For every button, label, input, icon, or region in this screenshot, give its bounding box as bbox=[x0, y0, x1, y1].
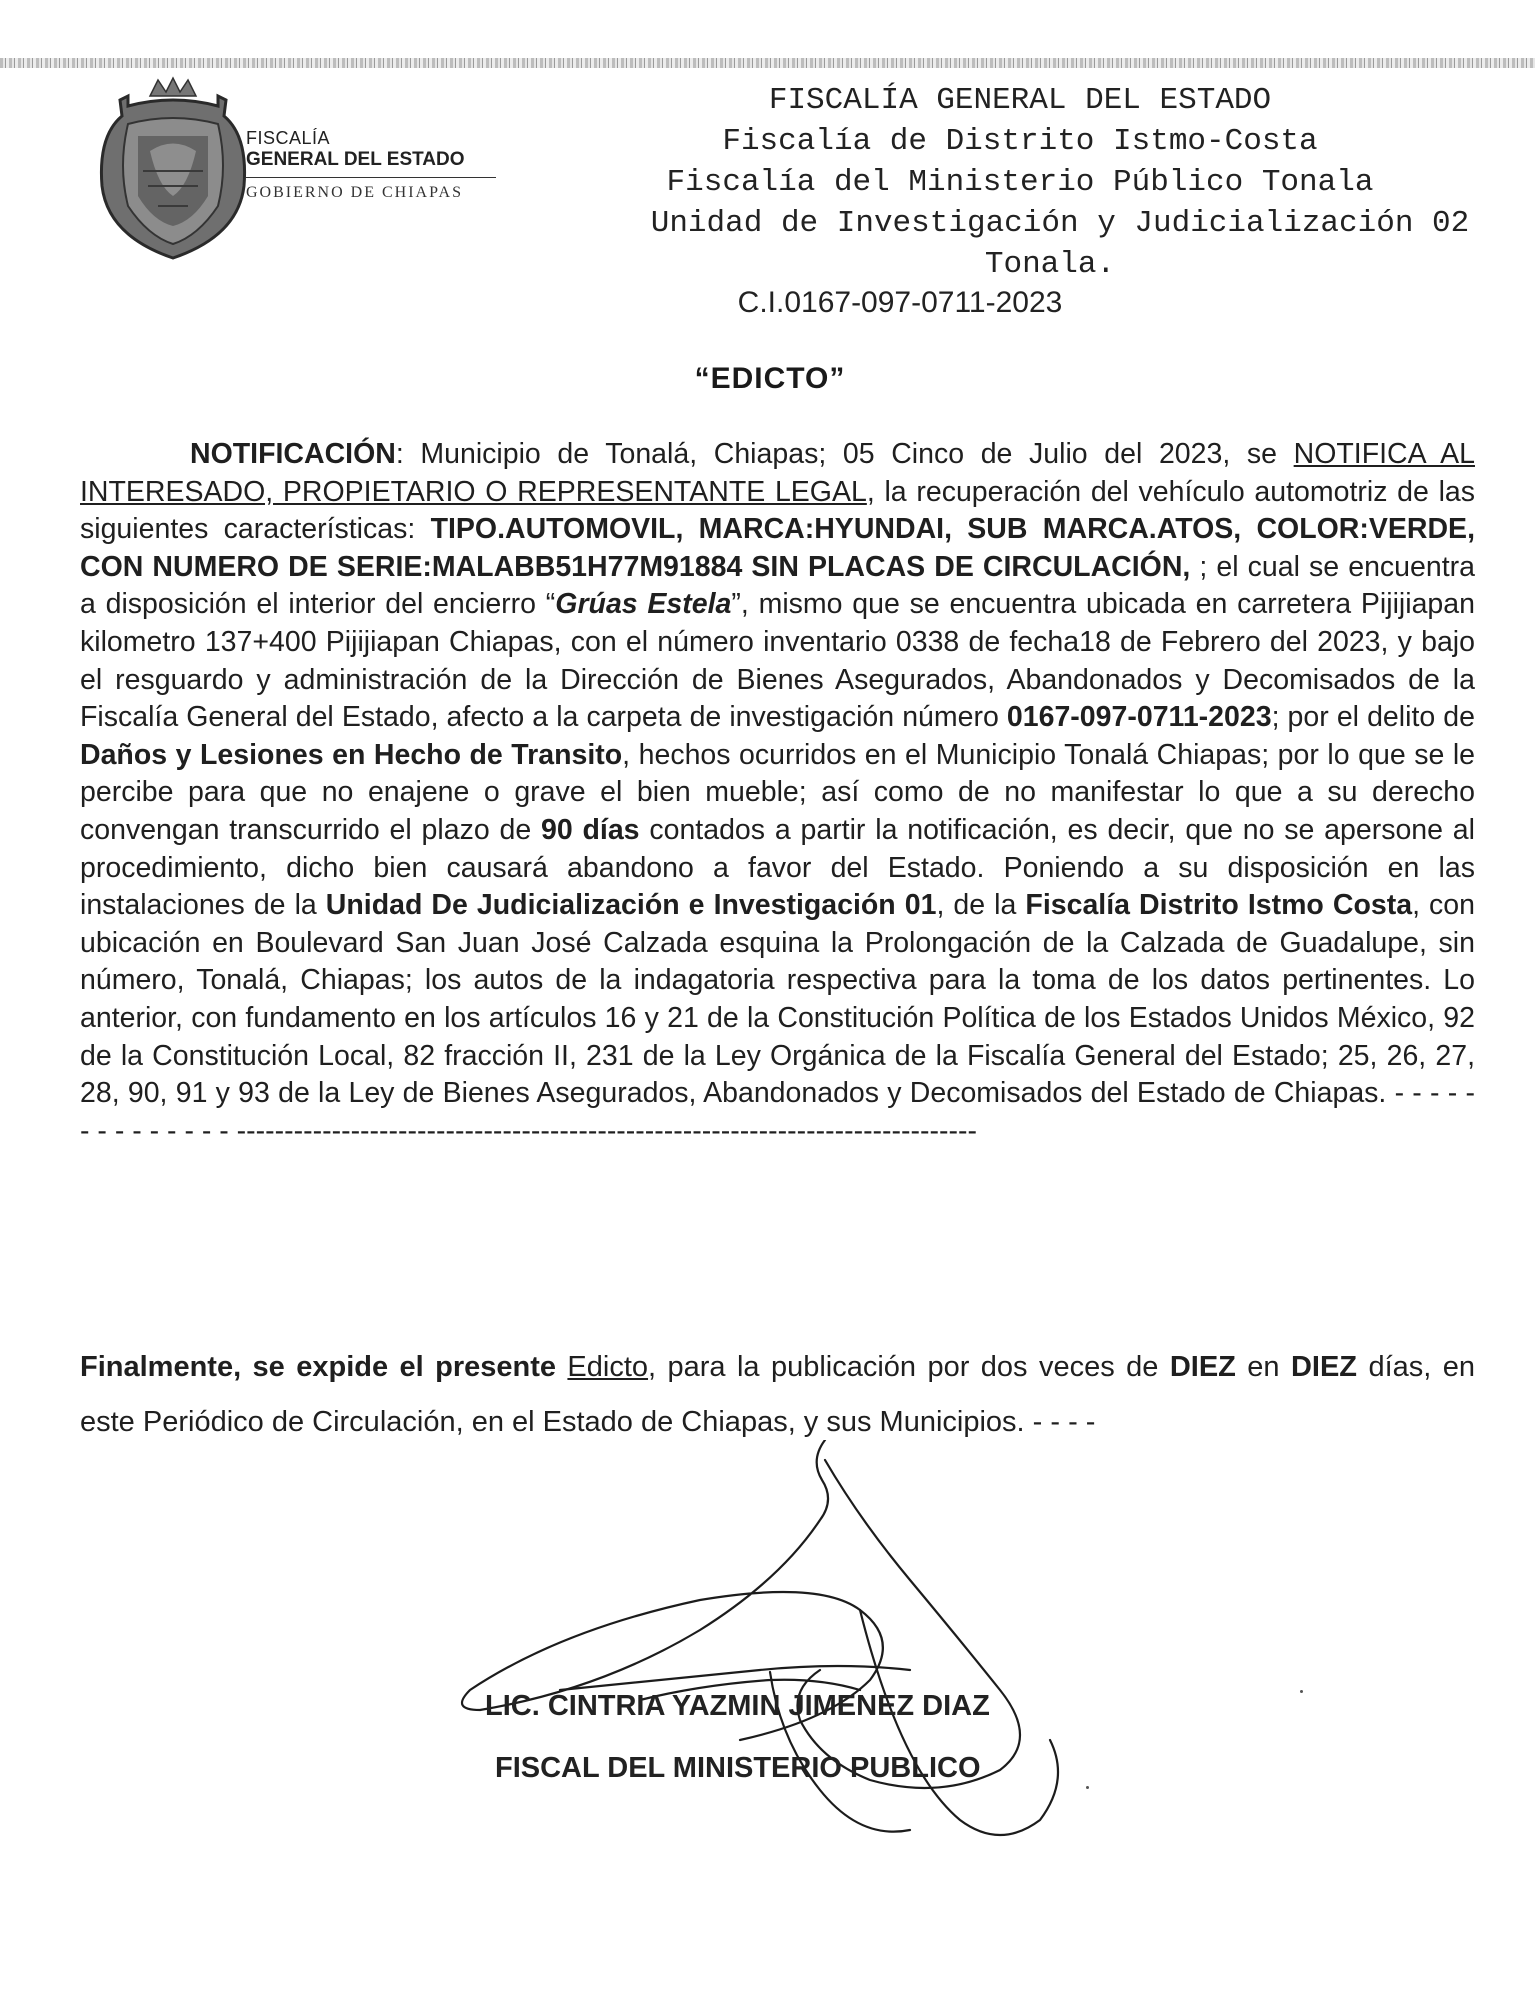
signer-title: FISCAL DEL MINISTERIO PUBLICO bbox=[495, 1752, 981, 1784]
closing-diez: DIEZ bbox=[1290, 1351, 1358, 1383]
notification-body bbox=[80, 436, 1475, 1150]
scan-speck bbox=[1300, 1690, 1303, 1693]
logo-line-fiscalia: FISCALÍA bbox=[246, 128, 331, 148]
institution-logo bbox=[98, 76, 498, 266]
header-line-1: FISCALÍA GENERAL DEL ESTADO bbox=[768, 83, 1272, 118]
closing-diez: DIEZ bbox=[1169, 1351, 1236, 1383]
body-text-segment: , con ubicación en Boulevard San Juan José Calzada esquina la Prolongación de la Calzada de Guadalupe, sin número, Tonalá, Chiapas; los autos de la indagatoria respectiva para la toma de los datos pertinentes. Lo anterior, con fundamento en los artículos 16 y 21 de la Constitución Política de los Estados Unidos México, 92 de la Constitución Local, 82 fracción II, 231 de la Ley Orgánica de la Fiscalía General del Estado; 25, 26, 27, 28, 90, 91 y 93 de la Ley de Bienes Asegurados, Abandonados y Decomisados del Estado de Chiapas. - - - - - - - - - - - - - - ------------------------------------------------------------------------------ bbox=[80, 889, 1475, 1147]
case-number: C.I.0167-097-0711-2023 bbox=[737, 286, 1063, 319]
closing-text-segment: días, en este Periódico de Circulación, en el Estado de Chiapas, y sus Municipios. - - - - bbox=[80, 1351, 1475, 1438]
scan-speck bbox=[1086, 1786, 1089, 1789]
body-deadline: 90 días bbox=[541, 813, 640, 846]
closing-edicto: Edicto bbox=[567, 1351, 649, 1383]
logo-line-gobierno: GOBIERNO DE CHIAPAS bbox=[246, 184, 463, 201]
body-text-segment: ”, mismo que se encuentra ubicada en carretera Pijijiapan kilometro 137+400 Pijijiapan Chiapas, con el número inventario 0338 de fecha18 de Febrero del 2023, y bajo el resguardo y administración de la Dirección de Bienes Asegurados, Abandonados y Decomisados de la Fiscalía General del Estado, afecto a la carpeta de investigación número bbox=[80, 588, 1475, 734]
body-text-segment: , de la bbox=[936, 889, 1026, 922]
logo-text bbox=[246, 128, 496, 202]
closing-paragraph bbox=[80, 1340, 1475, 1450]
body-text-segment: , la recuperación del vehículo automotriz de las siguientes características: bbox=[80, 475, 1476, 546]
header-line-3: Fiscalía del Ministerio Público Tonala bbox=[666, 165, 1374, 200]
header-line-5: Tonala. bbox=[984, 247, 1116, 282]
signer-name: LIC. CINTRIA YAZMIN JIMENEZ DIAZ bbox=[485, 1690, 990, 1722]
document-title: “EDICTO” bbox=[694, 362, 846, 395]
body-offense: Daños y Lesiones en Hecho de Transito bbox=[80, 738, 623, 771]
coat-of-arms-icon bbox=[98, 76, 248, 261]
body-text-segment: , hechos ocurridos en el Municipio Tonalá Chiapas; por lo que se le percibe para que no enajene o grave el bien mueble; así como de no manifestar lo que a su derecho convengan transcurrido el plazo de bbox=[80, 738, 1476, 846]
header-line-2: Fiscalía de Distrito Istmo-Costa bbox=[722, 124, 1318, 159]
body-text-segment: ; el cual se encuentra a disposición el interior del encierro “ bbox=[80, 550, 1475, 621]
closing-text-segment: , para la publicación por dos veces de bbox=[648, 1351, 1170, 1383]
body-lead: NOTIFICACIÓN bbox=[190, 438, 396, 470]
body-text-segment: : Municipio de Tonalá, Chiapas; 05 Cinco de Julio del 2023, se bbox=[395, 438, 1294, 470]
body-district: Fiscalía Distrito Istmo Costa bbox=[1025, 889, 1413, 922]
signature-block bbox=[440, 1440, 1200, 1860]
closing-lead: Finalmente, se expide el presente bbox=[80, 1351, 568, 1383]
body-text-segment: ; por el delito de bbox=[1271, 701, 1475, 734]
logo-line-general: GENERAL DEL ESTADO bbox=[246, 149, 496, 178]
header-line-4: Unidad de Investigación y Judicialización 02 bbox=[650, 206, 1470, 241]
body-text-segment: contados a partir la notificación, es decir, que no se apersone al procedimiento, dicho bien causará abandono a favor del Estado. Poniendo a su disposición en las instalaciones de la bbox=[80, 813, 1475, 922]
closing-text-segment: en bbox=[1235, 1351, 1291, 1383]
document-header bbox=[520, 80, 1520, 285]
body-vehicle-details: TIPO.AUTOMOVIL, MARCA:HYUNDAI, SUB MARCA.ATOS, COLOR:VERDE, CON NUMERO DE SERIE:MALABB51H77M91884 SIN PLACAS DE CIRCULACIÓN, bbox=[80, 513, 1475, 583]
body-notifica: NOTIFICA AL INTERESADO, PROPIETARIO O REPRESENTANTE LEGAL bbox=[80, 438, 1475, 508]
handwritten-signature bbox=[440, 1440, 1200, 1860]
scan-edge-strip bbox=[0, 58, 1535, 68]
body-gruas-estela: Grúas Estela bbox=[555, 588, 732, 621]
body-unit: Unidad De Judicialización e Investigación 01 bbox=[325, 889, 937, 922]
body-case-number: 0167-097-0711-2023 bbox=[1006, 701, 1272, 734]
